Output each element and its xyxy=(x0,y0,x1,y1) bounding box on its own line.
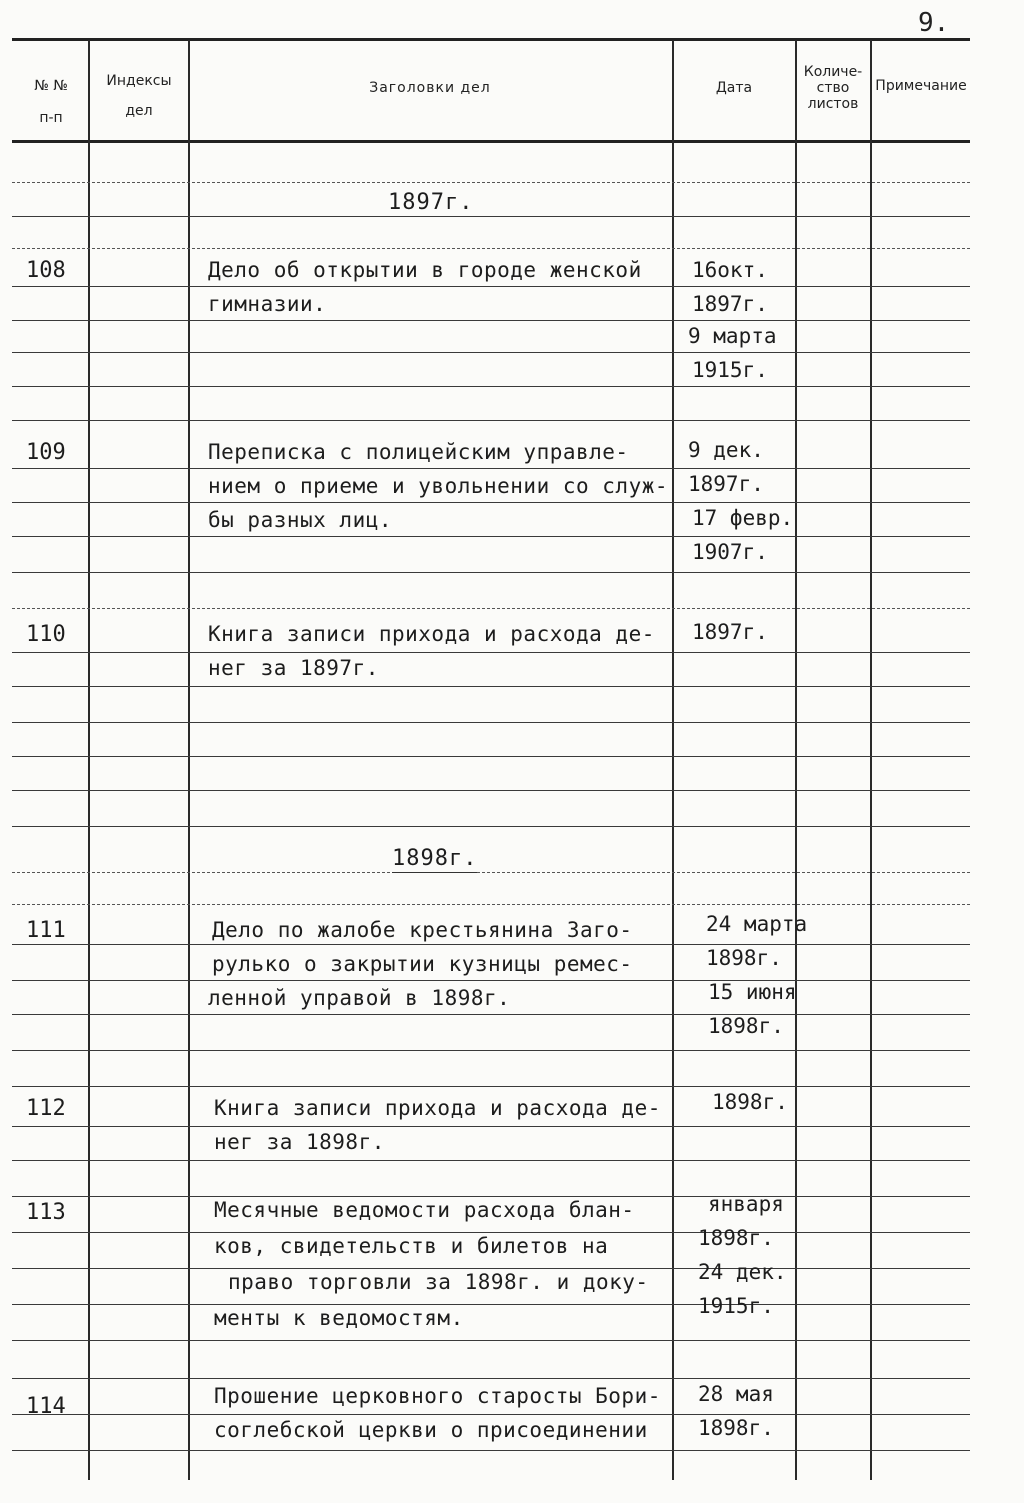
entry-title-line: нег за 1897г. xyxy=(208,656,379,680)
entry-date: 17 февр. xyxy=(692,506,794,530)
row-line xyxy=(12,420,970,421)
entry-title-line: Прошение церковного старосты Бори- xyxy=(214,1384,661,1408)
entry-date: 1897г. xyxy=(688,472,764,496)
entry-date: 24 дек. xyxy=(698,1260,787,1284)
entry-title-line: гимназии. xyxy=(208,292,327,316)
entry-title-line: Переписка с полицейским управле- xyxy=(208,440,629,464)
year-heading-1898: 1898г. xyxy=(392,846,478,871)
entry-date: января xyxy=(708,1192,784,1216)
column-divider xyxy=(188,40,190,1480)
year-heading-1897: 1897г. xyxy=(388,190,474,215)
row-line xyxy=(12,1014,970,1015)
entry-date: 1898г. xyxy=(698,1226,774,1250)
row-line xyxy=(12,1450,970,1451)
header-note: Примечание xyxy=(875,78,967,94)
header-bottom-border xyxy=(12,140,970,143)
entry-number: 114 xyxy=(26,1394,66,1419)
row-line xyxy=(12,1268,970,1269)
row-line xyxy=(12,1196,970,1197)
entry-title-line: соглебской церкви о присоединении xyxy=(214,1418,648,1442)
entry-title-line: Месячные ведомости расхода блан- xyxy=(214,1198,635,1222)
row-line xyxy=(12,826,970,827)
entry-title-line: ков, свидетельств и билетов на xyxy=(214,1234,609,1258)
entry-title-line: право торговли за 1898г. и доку- xyxy=(228,1270,649,1294)
entry-date: 1907г. xyxy=(692,540,768,564)
row-line xyxy=(12,572,970,573)
entry-number: 109 xyxy=(26,440,66,465)
entry-date: 9 марта xyxy=(688,324,777,348)
row-line xyxy=(12,904,970,905)
page-number: 9. xyxy=(918,8,950,38)
entry-title-line: бы разных лиц. xyxy=(208,508,393,532)
entry-date: 9 дек. xyxy=(688,438,764,462)
row-line xyxy=(12,722,970,723)
entry-date: 1898г. xyxy=(712,1090,788,1114)
row-line xyxy=(12,216,970,217)
column-divider xyxy=(795,40,797,1480)
row-line xyxy=(12,980,970,981)
header-index: Индексы дел xyxy=(106,73,172,119)
entry-title-line: Дело по жалобе крестьянина Заго- xyxy=(212,918,633,942)
entry-title-line: ленной управой в 1898г. xyxy=(208,986,511,1010)
header-date: Дата xyxy=(715,80,753,96)
header-number: № № п-п xyxy=(34,78,68,126)
row-line xyxy=(12,944,970,945)
entry-number: 112 xyxy=(26,1096,66,1121)
header-title: Заголовки дел xyxy=(369,80,491,96)
entry-title-line: нием о приеме и увольнении со служ- xyxy=(208,474,669,498)
row-line xyxy=(12,686,970,687)
row-line xyxy=(12,1340,970,1341)
row-line xyxy=(12,1050,970,1051)
entry-number: 110 xyxy=(26,622,66,647)
row-line xyxy=(12,1160,970,1161)
entry-number: 111 xyxy=(26,918,66,943)
entry-title-line: рулько о закрытии кузницы ремес- xyxy=(212,952,633,976)
entry-title-line: менты к ведомостям. xyxy=(214,1306,464,1330)
row-line xyxy=(12,1232,970,1233)
column-divider xyxy=(88,40,90,1480)
row-line xyxy=(12,1378,970,1379)
row-line xyxy=(12,1126,970,1127)
row-line xyxy=(12,756,970,757)
entry-title-line: Дело об открытии в городе женской xyxy=(208,258,642,282)
entry-date: 1897г. xyxy=(692,620,768,644)
entry-date: 28 мая xyxy=(698,1382,774,1406)
entry-title-line: Книга записи прихода и расхода де- xyxy=(208,622,655,646)
row-line xyxy=(12,1086,970,1087)
row-line xyxy=(12,468,970,469)
header-sheets: Количе- ство листов xyxy=(803,64,863,112)
entry-date: 1898г. xyxy=(708,1014,784,1038)
row-line xyxy=(12,608,970,609)
entry-title-line: Книга записи прихода и расхода де- xyxy=(214,1096,661,1120)
entry-date: 16окт. xyxy=(692,258,768,282)
row-line xyxy=(12,1414,970,1415)
entry-date: 1915г. xyxy=(698,1294,774,1318)
entry-date: 15 июня xyxy=(708,980,797,1004)
row-line xyxy=(12,386,970,387)
row-line xyxy=(12,502,970,503)
row-line xyxy=(12,248,970,249)
column-divider xyxy=(870,40,872,1480)
entry-date: 1915г. xyxy=(692,358,768,382)
entry-date: 1898г. xyxy=(698,1416,774,1440)
row-line xyxy=(12,872,970,873)
entry-date: 1897г. xyxy=(692,292,768,316)
entry-number: 113 xyxy=(26,1200,66,1225)
entry-title-line: нег за 1898г. xyxy=(214,1130,385,1154)
row-line xyxy=(12,790,970,791)
row-line xyxy=(12,652,970,653)
row-line xyxy=(12,536,970,537)
entry-date: 1898г. xyxy=(706,946,782,970)
entry-date: 24 марта xyxy=(706,912,808,936)
entry-number: 108 xyxy=(26,258,66,283)
row-line xyxy=(12,182,970,183)
table-top-border xyxy=(12,38,970,41)
row-line xyxy=(12,352,970,353)
row-line xyxy=(12,1304,970,1305)
row-line xyxy=(12,286,970,287)
row-line xyxy=(12,320,970,321)
column-divider xyxy=(672,40,674,1480)
